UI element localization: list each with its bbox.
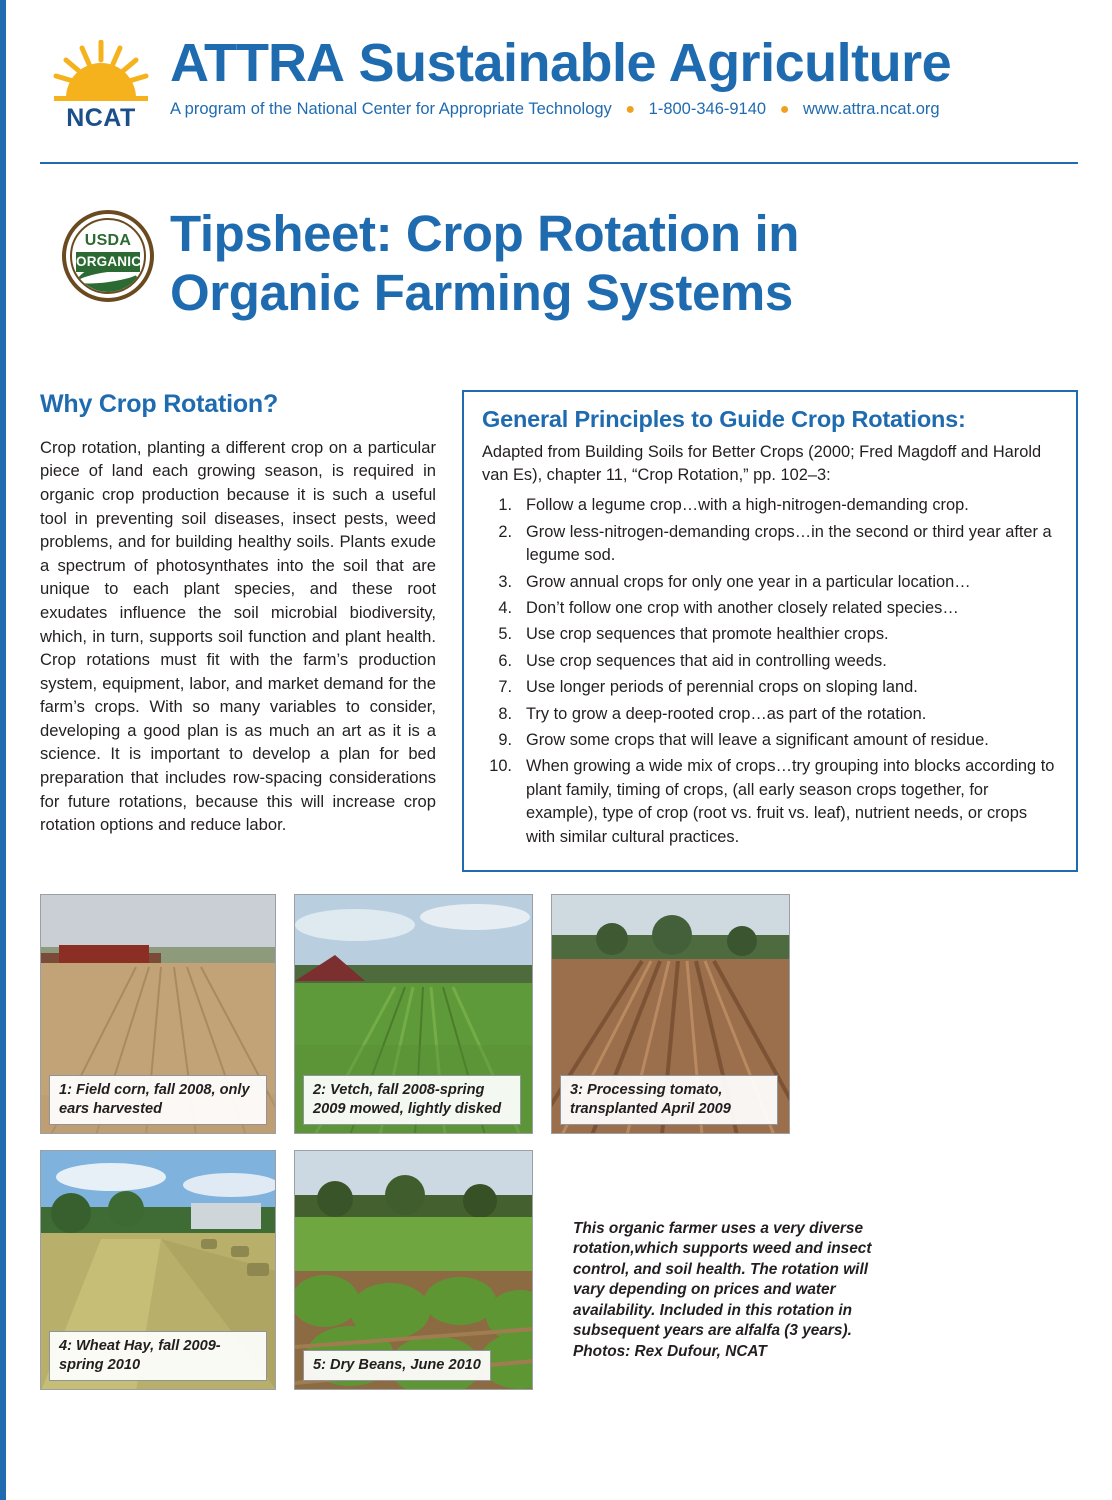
- list-item: [482, 521, 1058, 568]
- header-divider: [40, 162, 1078, 164]
- why-crop-rotation-paragraph: Crop rotation, planting a different crop on a particular piece of land each growing season, is required in organic crop production because it is such a useful tool in preventing soil diseases, insect pests, weed problems, and for building healthy soils. Plants exude a spectrum of photosynthates into the soil that are unique to each plant species, and these root exudates influence the soil microbial biodiversity, which, in turn, supports soil function and plant health. Crop rotations must fit with the farm’s production system, equipment, labor, and market demand for the farm’s crops. With so many variables to consider, developing a good plan is as much an art as it is a science. It is important to develop a plan for bed preparation that includes row-spacing considerations for future rotations, because this will increase crop rotation options and reduce labor.: [40, 437, 436, 835]
- usda-organic-seal-icon: [62, 210, 154, 302]
- list-item-number: 7.: [498, 678, 512, 697]
- tagline-phone: 1-800-346-9140: [648, 100, 767, 118]
- photo-caption: 4: Wheat Hay, fall 2009-spring 2010: [49, 1331, 267, 1381]
- sunrise-icon: [46, 40, 156, 102]
- page-title: [170, 204, 1078, 322]
- body-columns: [40, 390, 1078, 872]
- list-item-number: 9.: [498, 731, 512, 749]
- list-item-number: 5.: [498, 625, 512, 644]
- list-item-text: Use longer periods of perennial crops on sloping land.: [526, 678, 918, 697]
- photo-credit-note: This organic farmer uses a very diverse rotation,which supports weed and insect control, and soil health. The rotation will vary depending on prices and water availability. Included in this rotation in subsequent years are alfalfa (3 years). Photos: Rex Dufour, NCAT: [573, 1219, 872, 1360]
- page-header: [6, 0, 1112, 170]
- left-column: [40, 390, 436, 853]
- list-item: [482, 703, 1058, 726]
- list-item-text: Use crop sequences that aid in controlling weeds.: [526, 651, 887, 670]
- list-item-text: Don’t follow one crop with another closely related species…: [526, 598, 959, 617]
- list-item: [482, 494, 1058, 517]
- photo-row-2: [40, 1150, 1078, 1390]
- list-item: [482, 597, 1058, 620]
- photo-vetch: [294, 894, 533, 1134]
- photo-row-1: [40, 894, 1078, 1134]
- panel-heading: General Principles to Guide Crop Rotations:: [482, 406, 966, 433]
- brand-line: [170, 34, 1078, 92]
- seal-mid-text: ORGANIC: [76, 252, 140, 272]
- list-item: [482, 571, 1058, 594]
- why-crop-rotation-heading: Why Crop Rotation?: [40, 390, 279, 419]
- list-item-text: Grow annual crops for only one year in a particular location…: [526, 572, 971, 591]
- tagline-url[interactable]: www.attra.ncat.org: [802, 100, 940, 118]
- bullet-separator-icon: ●: [625, 101, 636, 118]
- brand-tagline: [170, 100, 1078, 119]
- list-item-number: 3.: [498, 572, 512, 591]
- brand-titles: [170, 34, 1078, 119]
- bullet-separator-icon-2: ●: [779, 101, 790, 118]
- page-title-line2: Organic Farming Systems: [170, 264, 793, 322]
- list-item: [482, 623, 1058, 646]
- photo-caption: 5: Dry Beans, June 2010: [303, 1350, 491, 1382]
- list-item: [482, 729, 1058, 752]
- photo-gallery: [40, 894, 1078, 1390]
- ncat-wordmark: NCAT: [66, 104, 136, 132]
- list-item: [482, 676, 1058, 699]
- list-item-number: 4.: [498, 598, 512, 617]
- list-item-number: 6.: [498, 651, 512, 670]
- panel-intro: Adapted from Building Soils for Better Crops (2000; Fred Magdoff and Harold van Es), chapter 11, “Crop Rotation,” pp. 102–3:: [482, 443, 1042, 484]
- photo-dry-beans: [294, 1150, 533, 1390]
- photo-caption: 1: Field corn, fall 2008, only ears harvested: [49, 1075, 267, 1125]
- title-block: [40, 204, 1078, 364]
- tagline-program: A program of the National Center for Appropriate Technology: [170, 100, 612, 118]
- list-item: [482, 650, 1058, 673]
- general-principles-panel: [462, 390, 1078, 872]
- list-item: [482, 755, 1058, 849]
- list-item-number: 1.: [498, 496, 512, 515]
- list-item-text: Grow less-nitrogen-demanding crops…in the second or third year after a legume sod.: [526, 522, 1052, 565]
- list-item-text: Follow a legume crop…with a high-nitrogen-demanding crop.: [526, 496, 969, 515]
- list-item-number: 10.: [489, 757, 512, 776]
- ncat-logo: [46, 40, 156, 145]
- photo-caption: 2: Vetch, fall 2008-spring 2009 mowed, lightly disked: [303, 1075, 521, 1125]
- list-item-text: Use crop sequences that promote healthier crops.: [526, 625, 889, 644]
- list-item-number: 8.: [498, 704, 512, 723]
- list-item-text: Grow some crops that will leave a significant amount of residue.: [526, 731, 989, 749]
- list-item-text: Try to grow a deep-rooted crop…as part of the rotation.: [526, 704, 927, 723]
- brand-attra: ATTRA: [170, 33, 344, 93]
- photo-field-corn: [40, 894, 276, 1134]
- brand-sustainable-agriculture: Sustainable Agriculture: [358, 33, 952, 93]
- list-item-text: When growing a wide mix of crops…try grouping into blocks according to plant family, timing of crops, (all early season crops together, for example), type of crop (root vs. fruit vs. leaf), nutrient needs, or crops with similar cultural practices.: [526, 757, 1055, 846]
- photo-processing-tomato: [551, 894, 790, 1134]
- principles-list: [482, 494, 1058, 849]
- photo-wheat-hay: [40, 1150, 276, 1390]
- list-item-number: 2.: [498, 522, 512, 541]
- page-title-line1: Tipsheet: Crop Rotation in: [170, 205, 799, 263]
- photo-caption: 3: Processing tomato, transplanted April 2009: [560, 1075, 778, 1125]
- seal-top-text: USDA: [84, 232, 132, 250]
